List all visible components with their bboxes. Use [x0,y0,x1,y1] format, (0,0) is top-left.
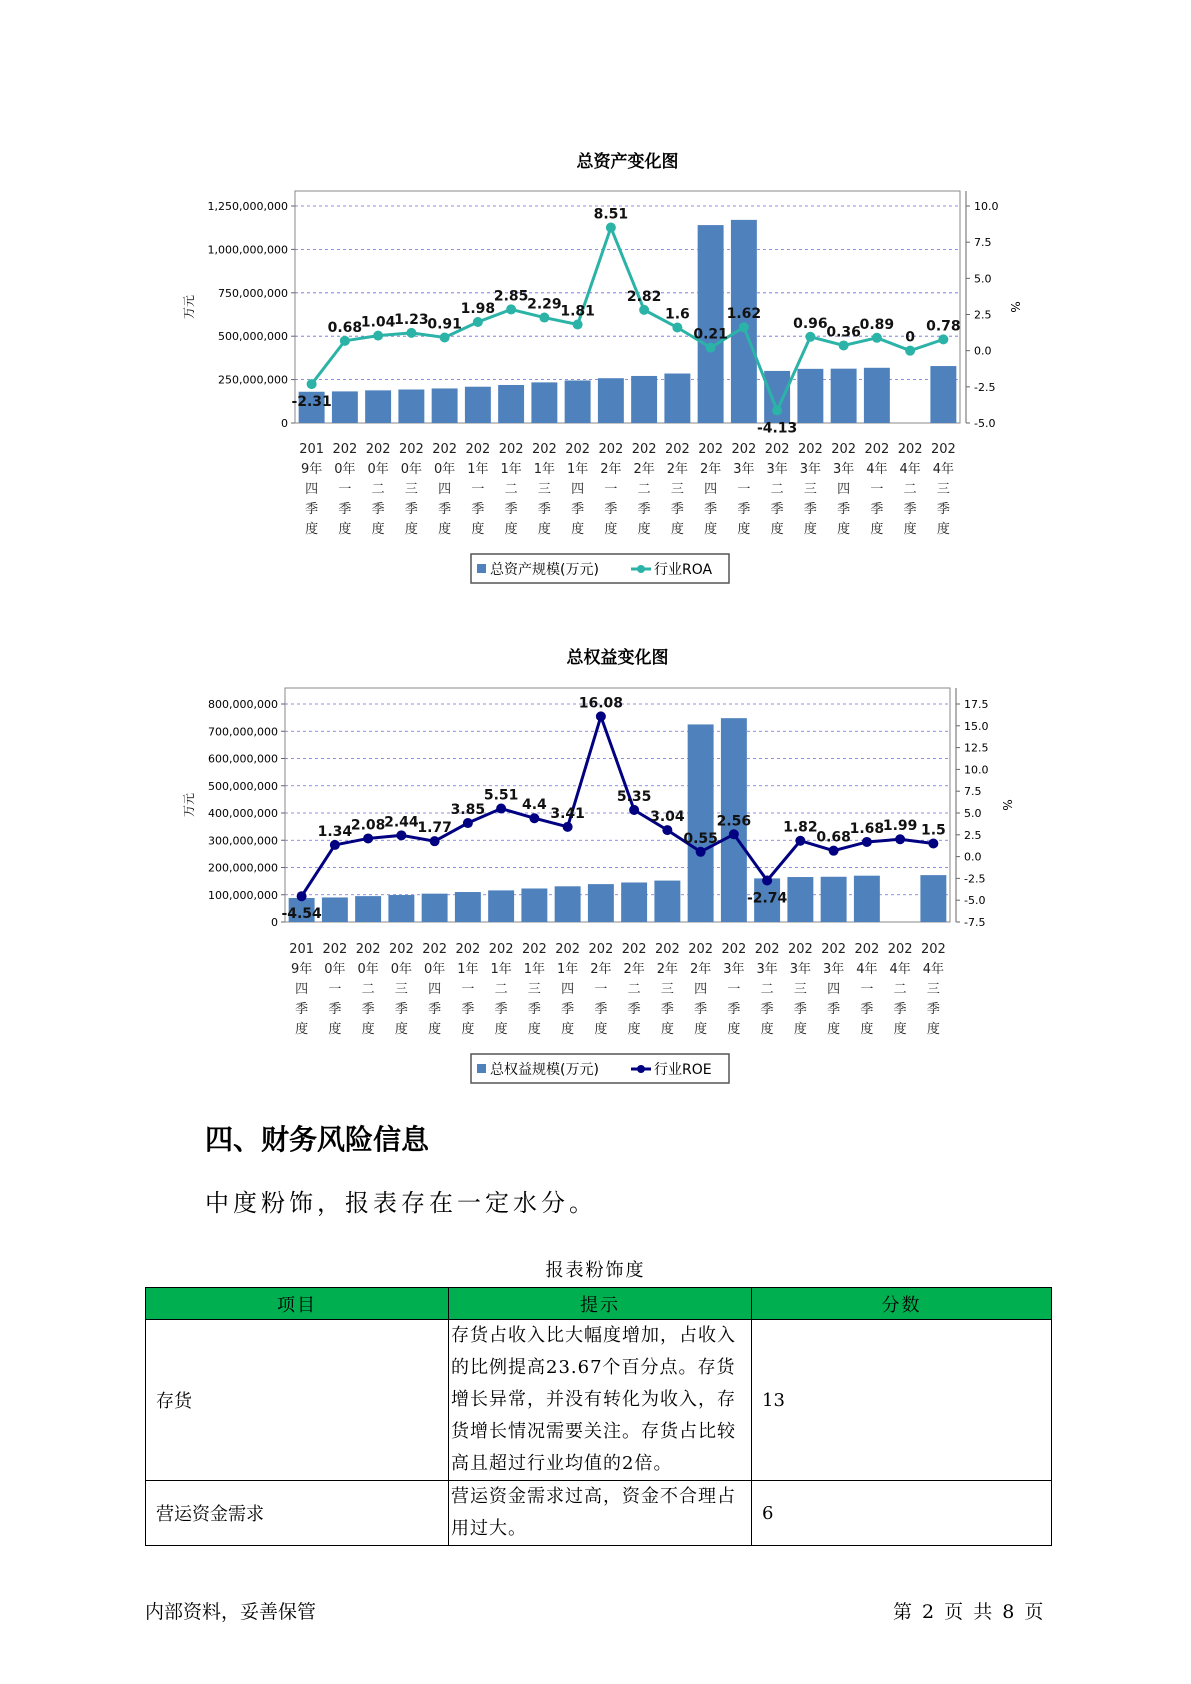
c1-y-tick-label: 1,000,000,000 [207,243,288,257]
c1-data-label: 8.51 [593,206,629,223]
c1-x-tick-label: 202 1年三季度 [531,442,557,537]
c1-y2-tick-label: -2.5 [974,380,996,394]
c1-x-tick-label: 202 2年三季度 [664,442,690,537]
c1-data-label: 1.6 [664,306,690,323]
header-score: 分数 [752,1288,1052,1320]
c2-data-label: 3.41 [550,805,585,822]
c1-legend [471,554,729,583]
c1-title: 总资产变化图 [576,152,679,172]
c2-bar [787,877,813,922]
c2-x-tick-label: 202 0年二季度 [355,942,381,1037]
c2-x-tick-label: 201 9年四季度 [289,942,315,1037]
c2-x-tick-label: 202 2年三季度 [654,942,680,1037]
c2-x-tick-label: 202 1年一季度 [455,942,481,1037]
c2-line-point [729,829,739,839]
c1-data-label: 1.23 [394,311,429,328]
c2-data-label: 1.68 [849,820,885,837]
c1-y2-tick-label: -5.0 [974,417,996,430]
row-hint: 营运资金需求过高，资金不合理占用过大。 [449,1481,752,1546]
c2-legend-bar-label: 总权益规模(万元) [490,1062,599,1078]
c2-line-point [563,822,573,832]
c1-line-point [706,343,716,353]
c1-data-label: 0.96 [793,315,828,332]
c2-y-tick-label: 400,000,000 [208,807,278,820]
c2-y-tick-label: 600,000,000 [208,752,278,766]
c2-data-label: 1.82 [783,819,818,836]
c2-data-label: -4.54 [281,906,322,923]
c2-bar [422,894,448,922]
c2-y2-tick-label: 0.0 [964,850,982,864]
c2-x-tick-label: 202 3年二季度 [754,942,780,1037]
c2-y2-tick-label: -7.5 [964,916,986,929]
c2-line-point [430,836,440,846]
row-score: 13 [752,1320,1052,1481]
c1-y2-tick-label: 10.0 [974,200,999,213]
c1-data-label: -4.13 [756,420,798,437]
c1-line-point [440,333,450,343]
c2-x-tick-label: 202 3年四季度 [821,942,847,1037]
c1-data-label: 2.82 [626,288,662,305]
c2-data-label: 5.35 [616,788,652,805]
c2-x-tick-label: 202 4年一季度 [854,942,880,1037]
c1-data-label: 1.81 [560,303,595,320]
c2-x-tick-label: 202 0年三季度 [388,942,414,1037]
c2-x-tick-label: 202 1年三季度 [521,942,547,1037]
c2-data-label: 2.44 [384,814,419,831]
table-row [146,1320,1052,1481]
c2-data-label: 0.55 [683,830,718,847]
row-item: 存货 [146,1320,449,1481]
c2-data-label: 1.99 [882,818,918,835]
c2-y-tick-label: 800,000,000 [208,698,278,711]
c2-line-point [297,891,307,901]
c2-y-tick-label: 0 [271,916,278,929]
c2-x-tick-label: 202 4年二季度 [887,942,913,1037]
c1-line-point [340,336,350,346]
header-item: 项目 [146,1288,449,1320]
c1-data-label: -2.31 [291,394,332,411]
c2-x-tick-label: 202 1年四季度 [555,942,581,1037]
c2-y-tick-label: 500,000,000 [208,779,278,793]
c1-line-point [307,379,317,389]
c1-line-point [672,323,682,333]
c1-x-tick-label: 202 3年二季度 [764,442,790,537]
c1-line-point [839,340,849,350]
c1-y-tick-label: 0 [281,417,288,430]
c2-y-tick-label: 300,000,000 [208,834,278,848]
c1-data-label: 0.91 [427,316,462,333]
c1-data-label: 0.78 [926,318,961,335]
c1-bar [864,368,890,423]
c1-y2-tick-label: 2.5 [974,308,992,322]
c2-line-point [629,805,639,815]
c1-data-label: 1.04 [360,314,396,331]
c1-legend-line-label: 行业ROA [654,562,713,578]
row-item: 营运资金需求 [146,1481,449,1546]
c2-x-tick-label: 202 3年一季度 [721,942,747,1037]
c1-line-point [772,405,782,415]
c2-line-point [463,818,473,828]
c1-plot-area [295,191,960,423]
c1-bar [531,382,557,423]
c2-y-tick-label: 700,000,000 [208,725,278,739]
c1-data-label: 2.85 [493,288,529,305]
c2-bar [821,877,847,922]
c2-legend-line-label: 行业ROE [654,1062,712,1078]
c1-bar [930,366,956,423]
c1-x-tick-label: 202 2年一季度 [598,442,624,537]
c1-data-label: 0 [905,329,915,346]
c2-x-tick-label: 202 2年四季度 [688,942,714,1037]
c2-x-tick-label: 202 1年二季度 [488,942,514,1037]
c1-x-tick-label: 202 2年四季度 [698,442,724,537]
c2-bar [388,895,414,922]
c1-bar [631,376,657,423]
c2-y2-tick-label: 10.0 [964,763,989,777]
c2-bar [621,882,647,922]
c2-line-point [529,813,539,823]
c2-data-label: 5.51 [483,787,519,804]
c2-x-tick-label: 202 0年一季度 [322,942,348,1037]
c2-y-tick-label: 200,000,000 [208,861,278,875]
c1-bar [664,374,690,423]
c1-x-tick-label: 201 9年四季度 [299,442,325,537]
c1-x-tick-label: 202 3年三季度 [797,442,823,537]
c2-data-label: -2.74 [746,890,788,907]
c2-bar [854,876,880,922]
total-equity-chart [0,640,1191,1100]
c2-line-point [928,839,938,849]
c1-line-point [739,322,749,332]
row-hint: 存货占收入比大幅度增加，占收入的比例提高23.67个百分点。存货增长异常，并没有转化为收入，存货增长情况需要关注。存货占比较高且超过行业均值的2倍。 [449,1320,752,1481]
c1-x-tick-label: 202 0年二季度 [365,442,391,537]
c1-y-tick-label: 750,000,000 [218,286,288,300]
c1-line-point [639,305,649,315]
c2-y2-tick-label: 7.5 [964,785,982,799]
c1-y-tick-label: 500,000,000 [218,330,288,344]
c2-data-label: 16.08 [578,695,624,712]
c1-x-tick-label: 202 0年三季度 [398,442,424,537]
c1-bar [797,369,823,423]
c1-x-tick-label: 202 4年一季度 [864,442,890,537]
c1-y2-tick-label: 7.5 [974,236,992,250]
c2-data-label: 0.68 [816,829,851,846]
c2-data-label: 4.4 [521,797,547,814]
c2-data-label: 1.77 [417,820,452,837]
c2-legend-line-marker [637,1065,645,1073]
c1-bar [398,389,424,423]
c1-data-label: 1.62 [726,306,762,323]
c1-bar [598,378,624,423]
header-hint: 提示 [449,1288,752,1320]
c1-line-point [938,334,948,344]
c2-line-point [795,836,805,846]
c2-plot-area [285,688,950,922]
c1-x-tick-label: 202 4年二季度 [897,442,923,537]
c2-y2-tick-label: 2.5 [964,828,982,842]
c1-x-tick-label: 202 3年四季度 [831,442,857,537]
footer-page-number: 第 2 页 共 8 页 [893,1601,1044,1623]
c1-y-tick-label: 1,250,000,000 [207,200,288,213]
c2-y2-axis-label: % [1000,799,1014,811]
c2-line-point [596,711,606,721]
c1-data-label: 0.68 [327,319,363,336]
c1-bar [432,388,458,423]
c2-x-tick-label: 202 4年三季度 [920,942,946,1037]
table-row [146,1481,1052,1546]
c1-bar [332,391,358,423]
c2-legend-bar-swatch [477,1064,486,1073]
c2-bar [322,897,348,922]
c1-line-point [606,223,616,233]
c1-line-point [506,304,516,314]
c1-x-tick-label: 202 1年一季度 [465,442,491,537]
c1-line-point [872,333,882,343]
c1-legend-bar-swatch [477,564,486,573]
c2-bar [688,724,714,922]
c1-x-tick-label: 202 1年四季度 [565,442,591,537]
c1-x-tick-label: 202 1年二季度 [498,442,524,537]
c1-bar [498,385,524,423]
c2-data-label: 2.56 [716,813,752,830]
c1-line-point [406,328,416,338]
c2-x-tick-label: 202 0年四季度 [422,942,448,1037]
c2-bar [920,875,946,922]
c2-x-tick-label: 202 3年三季度 [787,942,813,1037]
c2-data-label: 2.08 [350,817,386,834]
c2-x-tick-label: 202 2年二季度 [621,942,647,1037]
c2-y2-tick-label: -2.5 [964,872,986,886]
c1-line-point [473,317,483,327]
c1-x-tick-label: 202 4年三季度 [930,442,956,537]
c1-legend-line-marker [637,565,645,573]
c2-y2-tick-label: 17.5 [964,698,989,711]
c1-y-axis-label: 万元 [182,294,196,320]
c2-x-tick-label: 202 2年一季度 [588,942,614,1037]
c2-data-label: 1.34 [317,823,353,840]
c1-line-point [905,346,915,356]
c1-data-label: 1.98 [460,301,496,318]
c2-line-point [829,846,839,856]
c1-data-label: 0.21 [693,326,728,343]
c1-line-point [573,319,583,329]
c1-x-tick-label: 202 0年一季度 [332,442,358,537]
c2-line-point [396,830,406,840]
row-score: 6 [752,1481,1052,1546]
c1-bar [698,225,724,423]
c2-line-point [330,840,340,850]
c2-y-axis-label: 万元 [182,792,196,818]
c2-bar [488,890,514,922]
c2-bar [588,884,614,922]
c2-line-point [895,834,905,844]
c2-legend [471,1054,729,1083]
table-caption: 报表粉饰度 [545,1260,646,1281]
c2-line-point [862,837,872,847]
c1-data-label: 0.36 [826,324,861,341]
c2-y2-tick-label: 15.0 [964,719,989,733]
footer-confidential: 内部资料，妥善保管 [145,1601,317,1623]
c1-data-label: 0.89 [859,316,895,333]
c1-data-label: 2.29 [527,296,562,313]
total-assets-chart [0,140,1191,600]
c2-bar [521,888,547,922]
c1-line-point [373,331,383,341]
c1-bar [465,387,491,423]
c2-line-point [696,847,706,857]
c1-x-tick-label: 202 2年二季度 [631,442,657,537]
c2-y2-tick-label: 5.0 [964,807,982,820]
section-heading: 四、财务风险信息 [205,1123,430,1156]
window-dressing-table [145,1287,1052,1546]
c1-legend-bar-label: 总资产规模(万元) [490,562,599,578]
c2-data-label: 3.85 [450,802,486,819]
c2-bar [455,892,481,922]
table-header-row [146,1288,1052,1320]
c1-bar [831,369,857,423]
c2-y2-tick-label: -5.0 [964,894,986,908]
c2-bar [654,881,680,922]
c2-title: 总权益变化图 [566,648,669,668]
c1-line-point [805,332,815,342]
c2-bar [355,896,381,922]
c1-y2-tick-label: 5.0 [974,272,992,286]
c1-bar [565,380,591,423]
c1-y2-tick-label: 0.0 [974,344,992,358]
c2-line-point [363,833,373,843]
c1-line-point [539,313,549,323]
c1-bar [365,390,391,423]
risk-summary: 中度粉饰，报表存在一定水分。 [205,1189,597,1217]
c1-y-tick-label: 250,000,000 [218,373,288,387]
c2-y2-tick-label: 12.5 [964,741,989,755]
c1-y2-axis-label: % [1008,301,1022,313]
c2-data-label: 3.04 [650,809,685,826]
c1-x-tick-label: 202 0年四季度 [432,442,458,537]
c2-y-tick-label: 100,000,000 [208,888,278,902]
c2-line-point [762,875,772,885]
c2-line-point [496,804,506,814]
c2-data-label: 1.5 [920,822,946,839]
c1-x-tick-label: 202 3年一季度 [731,442,757,537]
c2-bar [555,886,581,922]
c2-line-point [662,825,672,835]
